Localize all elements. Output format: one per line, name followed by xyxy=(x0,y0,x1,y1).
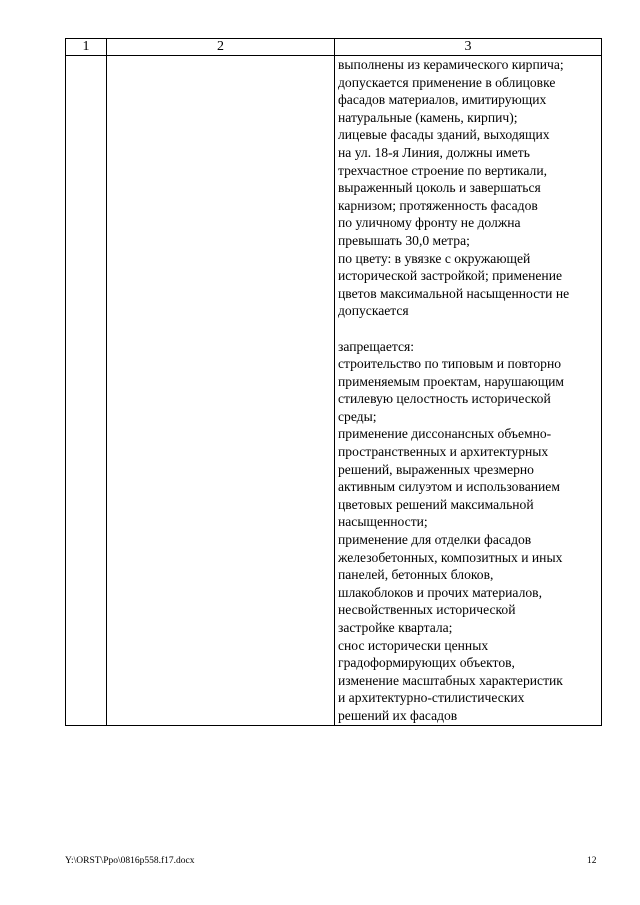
text-line: изменение масштабных характеристик xyxy=(338,672,563,688)
cell-col-2 xyxy=(107,56,335,726)
text-line: снос исторически ценных xyxy=(338,637,489,653)
header-col-2: 2 xyxy=(107,39,335,56)
text-line: по уличному фронту не должна xyxy=(338,215,521,231)
footer-file-path: Y:\ORST\Ppo\0816p558.f17.docx xyxy=(65,856,195,866)
text-line: допускается применение в облицовке xyxy=(338,74,556,90)
text-line: насыщенности; xyxy=(338,514,428,530)
text-line: активным силуэтом и использованием xyxy=(338,479,560,495)
col-3-text-block xyxy=(335,56,601,725)
regulations-table xyxy=(65,38,602,726)
text-line: выполнены из керамического кирпича; xyxy=(338,57,564,72)
table-row xyxy=(66,56,602,726)
text-line: несвойственных исторической xyxy=(338,602,516,618)
header-col-3: 3 xyxy=(335,39,602,56)
cell-col-1 xyxy=(66,56,107,726)
text-line: лицевые фасады зданий, выходящих xyxy=(338,127,550,143)
text-line: применение диссонансных объемно- xyxy=(338,426,552,442)
text-line: пространственных и архитектурных xyxy=(338,444,549,460)
text-line: стилевую целостность исторической xyxy=(338,391,551,407)
text-line: применение для отделки фасадов xyxy=(338,532,532,548)
text-line: решений их фасадов xyxy=(338,707,458,723)
text-line: панелей, бетонных блоков, xyxy=(338,567,494,583)
header-row xyxy=(66,39,602,56)
text-line: допускается xyxy=(338,303,409,319)
text-line: градоформирующих объектов, xyxy=(338,655,515,671)
text-line: застройке квартала; xyxy=(338,620,453,635)
text-line: на ул. 18-я Линия, должны иметь xyxy=(338,144,530,160)
text-line: выраженный цоколь и завершаться xyxy=(338,180,541,196)
text-line: превышать 30,0 метра; xyxy=(338,232,470,248)
text-line: цветов максимальной насыщенности не xyxy=(338,285,570,301)
table-header xyxy=(66,39,602,56)
text-line xyxy=(338,320,599,338)
text-line: запрещается: xyxy=(338,338,415,354)
table-body xyxy=(66,56,602,726)
text-line: исторической застройкой; применение xyxy=(338,268,563,284)
cell-col-3 xyxy=(335,56,602,726)
text-line: и архитектурно-стилистических xyxy=(338,690,525,706)
text-line: шлакоблоков и прочих материалов, xyxy=(338,584,542,600)
text-line: по цвету: в увязке с окружающей xyxy=(338,250,531,266)
text-line: трехчастное строение по вертикали, xyxy=(338,162,547,178)
text-line: цветовых решений максимальной xyxy=(338,496,534,512)
text-line: среды; xyxy=(338,408,377,424)
text-line: железобетонных, композитных и иных xyxy=(338,549,563,565)
footer-page-number: 12 xyxy=(587,856,597,866)
text-line: натуральные (камень, кирпич); xyxy=(338,109,518,125)
text-line: карнизом; протяженность фасадов xyxy=(338,197,538,213)
text-line: строительство по типовым и повторно xyxy=(338,356,562,372)
text-line: решений, выраженных чрезмерно xyxy=(338,461,534,477)
text-line: применяемым проектам, нарушающим xyxy=(338,373,565,389)
header-col-1: 1 xyxy=(66,39,107,56)
text-line: фасадов материалов, имитирующих xyxy=(338,92,547,108)
